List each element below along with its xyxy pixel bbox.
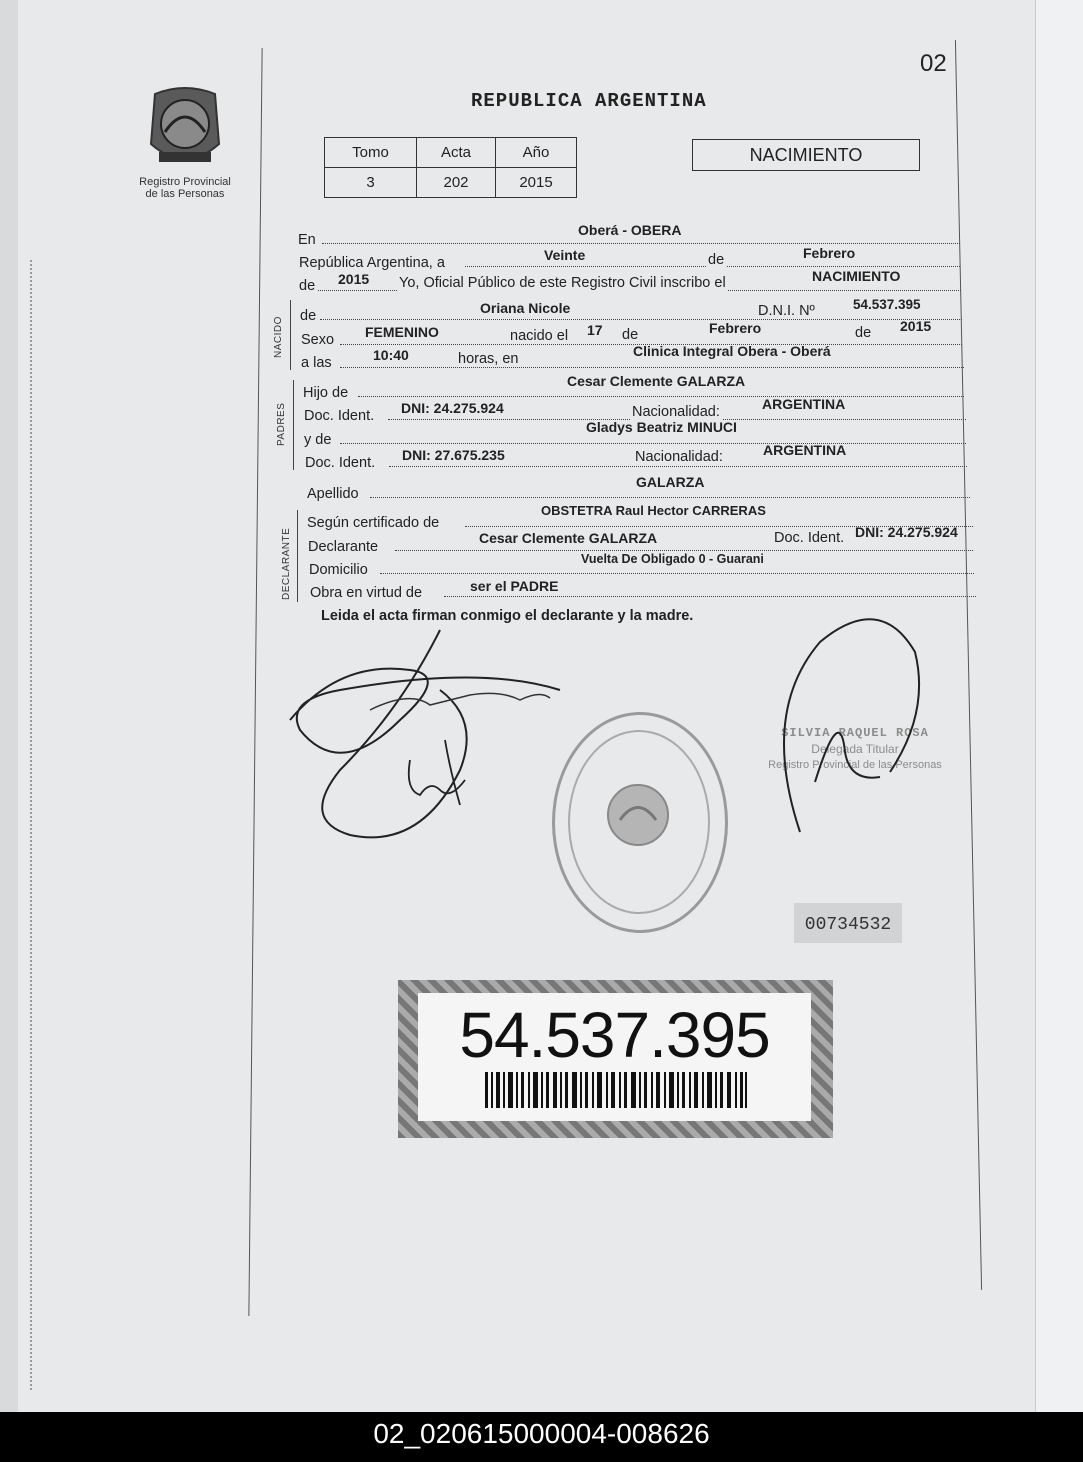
anio-value: 2015	[496, 168, 577, 198]
section-divider	[290, 300, 291, 370]
label-hijo-de: Hijo de	[303, 385, 349, 401]
value-lugar: Oberá - OBERA	[578, 222, 682, 238]
dotted-line	[395, 549, 973, 551]
dotted-line	[380, 572, 974, 574]
value-madre: Gladys Beatriz MINUCI	[586, 419, 737, 435]
acta-header: Acta	[417, 138, 496, 168]
volume-record-table	[324, 137, 577, 198]
value-mes: Febrero	[803, 245, 856, 261]
official-role: Delegada Titular	[811, 742, 899, 756]
value-sexo: FEMENINO	[365, 324, 439, 340]
value-obra: ser el PADRE	[470, 578, 559, 594]
value-dni: 54.537.395	[853, 297, 921, 312]
dotted-line	[358, 395, 964, 397]
barcode-number: 54.537.395	[459, 999, 770, 1071]
value-certificado: OBSTETRA Raul Hector CARRERAS	[541, 503, 766, 518]
label-de-anio: de	[855, 325, 872, 341]
value-domicilio: Vuelta De Obligado 0 - Guarani	[581, 552, 764, 566]
tomo-header: Tomo	[325, 138, 417, 168]
label-a-las: a las	[301, 355, 332, 371]
value-nombre: Oriana Nicole	[480, 300, 571, 316]
label-de: de	[708, 252, 725, 268]
label-doc-ident-3: Doc. Ident.	[774, 530, 845, 546]
stamp-emblem-icon	[598, 775, 678, 855]
label-horas-en: horas, en	[458, 351, 519, 367]
acta-value: 202	[417, 168, 496, 198]
value-padre-nac: ARGENTINA	[762, 396, 846, 412]
label-doc-ident-2: Doc. Ident.	[305, 455, 376, 471]
value-declarante-doc: DNI: 24.275.924	[855, 524, 958, 540]
value-madre-nac: ARGENTINA	[763, 442, 847, 458]
value-tipo: NACIMIENTO	[812, 268, 901, 284]
value-lugar-nac: Clinica Integral Obera - Oberá	[633, 343, 831, 359]
label-yo: Yo, Oficial Público de este Registro Civil inscribo el	[399, 275, 726, 291]
dotted-line	[340, 442, 966, 444]
value-anio: 2015	[338, 271, 370, 287]
dotted-line	[444, 595, 976, 597]
dotted-line	[322, 242, 960, 244]
label-de2: de	[299, 278, 316, 294]
label-segun: Según certificado de	[307, 515, 440, 531]
dotted-line	[340, 366, 964, 368]
barcode-icon	[485, 1072, 747, 1108]
value-madre-doc: DNI: 27.675.235	[402, 447, 505, 463]
label-republica: República Argentina, a	[299, 255, 445, 271]
back-sheet-edge	[1035, 0, 1083, 1412]
value-dia-nac: 17	[587, 322, 603, 338]
value-padre: Cesar Clemente GALARZA	[567, 373, 746, 389]
left-edge-dots	[30, 260, 34, 1390]
label-de-nombre: de	[300, 308, 317, 324]
label-en: En	[298, 232, 316, 248]
mother-signature	[770, 612, 930, 842]
closing-statement: Leida el acta firman conmigo el declarante y la madre.	[321, 608, 694, 624]
label-doc-ident-1: Doc. Ident.	[304, 408, 375, 424]
section-divider	[293, 380, 294, 470]
registry-label	[120, 176, 250, 200]
value-anio-nac: 2015	[900, 318, 932, 334]
section-divider	[297, 510, 298, 602]
registry-line1: Registro Provincial	[139, 176, 231, 188]
value-dia: Veinte	[544, 247, 586, 263]
label-declarante: Declarante	[308, 539, 379, 555]
value-declarante: Cesar Clemente GALARZA	[479, 530, 658, 546]
label-apellido: Apellido	[307, 486, 359, 502]
serial-number: 00734532	[794, 903, 902, 943]
side-label-declarante: DECLARANTE	[281, 527, 292, 600]
record-type-box: NACIMIENTO	[692, 139, 920, 171]
label-sexo: Sexo	[301, 332, 335, 348]
file-caption: 02_020615000004-008626	[0, 1412, 1083, 1462]
value-apellido: GALARZA	[636, 474, 705, 490]
label-obra: Obra en virtud de	[310, 585, 423, 601]
label-y-de: y de	[304, 432, 332, 448]
official-org: Registro Provincial de las Personas	[768, 759, 942, 771]
tomo-value: 3	[325, 168, 417, 198]
side-label-padres: PADRES	[276, 402, 287, 446]
dotted-line	[320, 318, 962, 320]
value-hora: 10:40	[373, 347, 409, 363]
side-label-nacido: NACIDO	[273, 316, 284, 358]
label-nacido-el: nacido el	[510, 328, 569, 344]
province-seal-icon	[145, 82, 225, 174]
declarant-signature	[280, 620, 580, 850]
official-name: SILVIA RAQUEL ROSA	[781, 726, 929, 740]
label-nacionalidad-1: Nacionalidad:	[632, 404, 720, 420]
value-mes-nac: Febrero	[709, 320, 762, 336]
dotted-line	[370, 496, 970, 498]
dotted-line	[389, 465, 967, 467]
label-de-mes: de	[622, 327, 639, 343]
value-padre-doc: DNI: 24.275.924	[401, 400, 504, 416]
page-number: 02	[920, 50, 947, 77]
document-title: REPUBLICA ARGENTINA	[471, 90, 707, 112]
label-dni: D.N.I. Nº	[758, 303, 815, 319]
registry-line2: de las Personas	[145, 188, 225, 200]
label-nacionalidad-2: Nacionalidad:	[635, 449, 723, 465]
anio-header: Año	[496, 138, 577, 168]
label-domicilio: Domicilio	[309, 562, 368, 578]
